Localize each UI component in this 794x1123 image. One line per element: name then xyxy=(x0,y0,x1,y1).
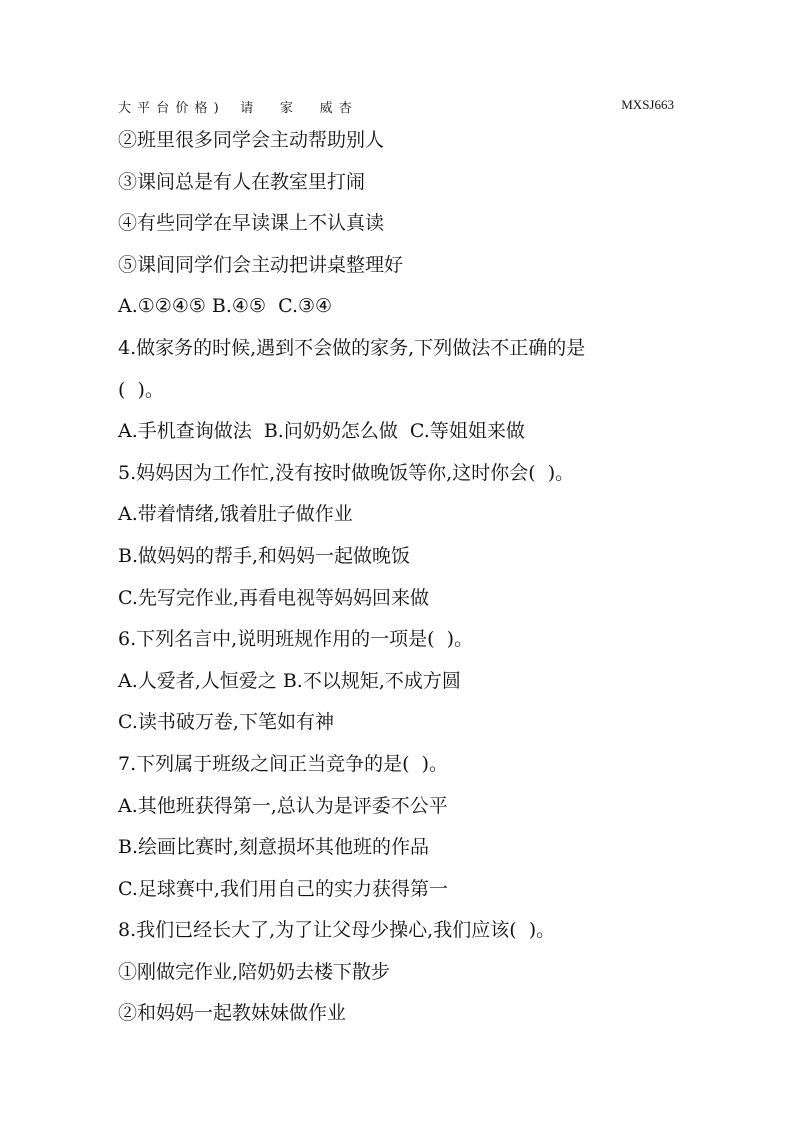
answer-choice-c: C.足球赛中,我们用自己的实力获得第一 xyxy=(118,877,448,900)
answer-choice-b: B.做妈妈的帮手,和妈妈一起做晚饭 xyxy=(118,544,411,567)
answer-choice-c: C.先写完作业,再看电视等妈妈回来做 xyxy=(118,586,429,609)
question-5: 5.妈妈因为工作忙,没有按时做晚饭等你,这时你会( )。 xyxy=(118,461,575,484)
option-line: ④有些同学在早读课上不认真读 xyxy=(118,212,385,235)
question-4-blank: ( )。 xyxy=(118,378,164,401)
option-line: ⑤课间同学们会主动把讲桌整理好 xyxy=(118,253,404,276)
answer-choices: A.①②④⑤ B.④⑤ C.③④ xyxy=(118,295,333,318)
answer-choice-a: A.其他班获得第一,总认为是评委不公平 xyxy=(118,794,448,817)
option-line: ③课间总是有人在教室里打闹 xyxy=(118,170,366,193)
option-line: ②和妈妈一起教妹妹做作业 xyxy=(118,1002,347,1025)
answer-choices: A.手机查询做法 B.问奶奶怎么做 C.等姐姐来做 xyxy=(118,420,525,443)
question-6: 6.下列名言中,说明班规作用的一项是( )。 xyxy=(118,628,474,651)
option-line: ②班里很多同学会主动帮助别人 xyxy=(118,129,385,151)
question-7: 7.下列属于班级之间正当竞争的是( )。 xyxy=(118,752,449,775)
document-code: MXSJ663 xyxy=(621,97,674,112)
option-line: ①刚做完作业,陪奶奶去楼下散步 xyxy=(118,960,391,983)
page-header xyxy=(118,97,678,117)
question-4: 4.做家务的时候,遇到不会做的家务,下列做法不正确的是 xyxy=(118,336,586,359)
answer-choice-c: C.读书破万卷,下笔如有神 xyxy=(118,711,334,734)
answer-choices: A.人爱者,人恒爱之 B.不以规矩,不成方圆 xyxy=(118,669,461,692)
header-text: 大 平 台 价 格 ) 请 家 威 杏 xyxy=(118,101,353,116)
question-8: 8.我们已经长大了,为了让父母少操心,我们应该( )。 xyxy=(118,919,556,942)
answer-choice-a: A.带着情绪,饿着肚子做作业 xyxy=(118,503,353,526)
answer-choice-b: B.绘画比赛时,刻意损坏其他班的作品 xyxy=(118,836,430,859)
question-body xyxy=(118,122,688,1037)
